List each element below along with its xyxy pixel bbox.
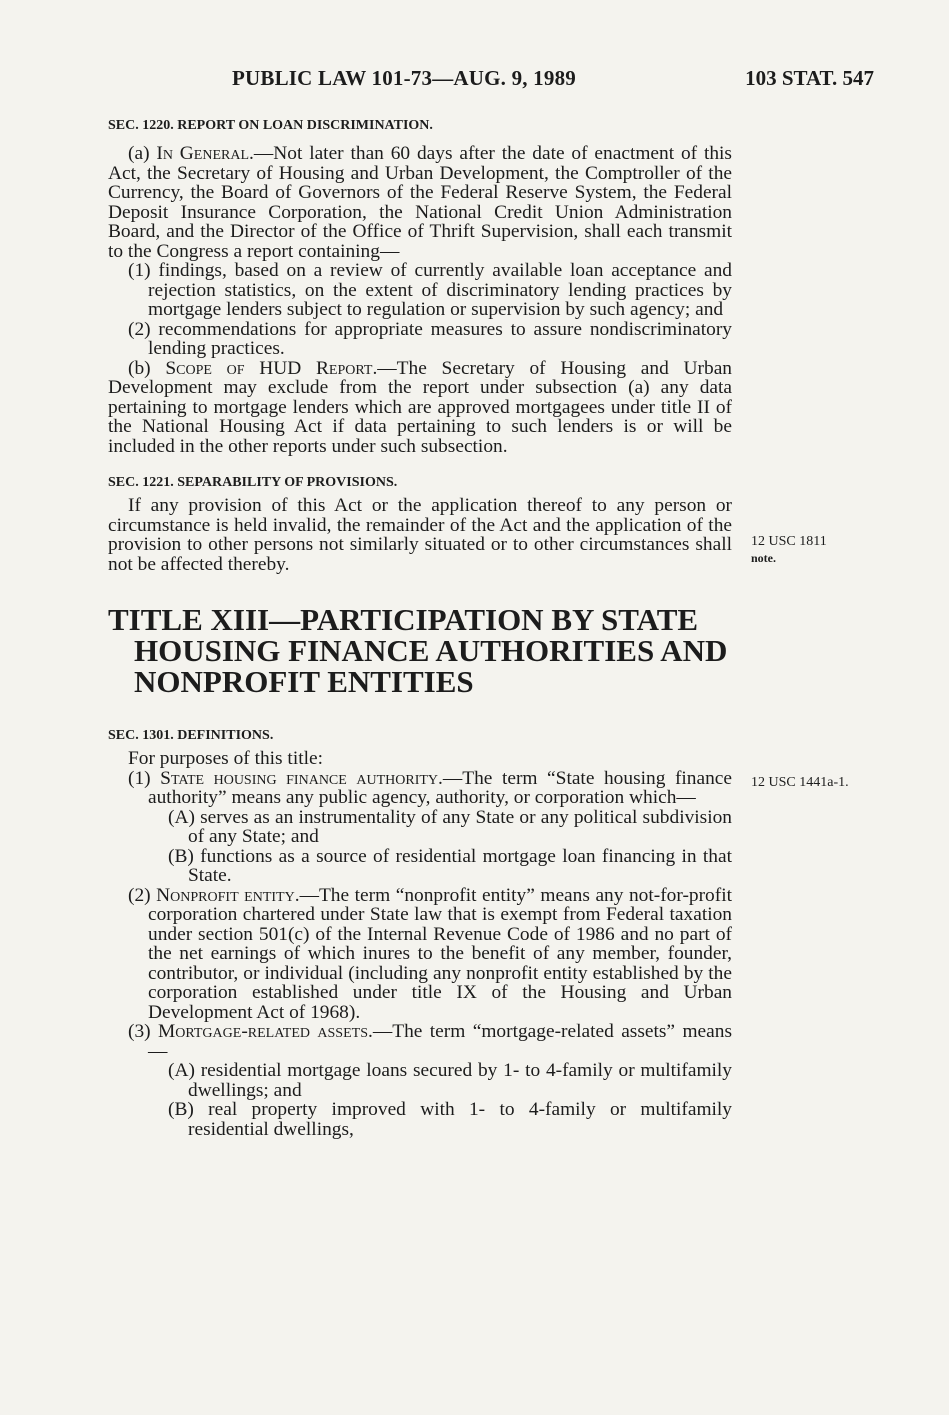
definition-3-label: (3): [128, 1021, 159, 1042]
sec-1220-item-1: (1) findings, based on a review of currently available loan acceptance and rejection statistics, on the extent of discriminatory lending practices by mortgage lenders subject to regulation or supervision by such agency; and: [128, 260, 732, 320]
definition-1: [108, 769, 732, 808]
margin-note-1221-text: 12 USC 1811: [751, 534, 827, 549]
subsection-b-caption: Scope of HUD Report: [165, 357, 373, 379]
sec-1221-text: If any provision of this Act or the application thereof to any person or circumstance is held invalid, the remainder of the Act and the application of the provision to other persons not similarly situated or to other circumstances shall not be affected thereby.: [108, 495, 732, 575]
page-citation: 103 STAT. 547: [745, 66, 874, 90]
subsection-a-text: .—Not later than 60 days after the date of enactment of this Act, the Secretary of Housing and Urban Development, the Comptroller of the Currency, the Board of Governors of the Federal Reserve System, the Federal Deposit Insurance Corporation, the National Credit Union Administration Board, and the Director of the Office of Thrift Supervision, shall each transmit to the Congress a report containing—: [108, 143, 732, 262]
header-title: PUBLIC LAW 101-73—AUG. 9, 1989: [232, 66, 576, 90]
definition-3: [108, 1022, 732, 1061]
title-line-2: HOUSING FINANCE AUTHORITIES AND: [134, 633, 728, 668]
running-header: [108, 66, 874, 96]
definition-2: [108, 886, 732, 1023]
definition-3-a: (A) residential mortgage loans secured by 1- to 4-family or multifamily dwellings; and: [168, 1060, 732, 1101]
sec-1301-heading: SEC. 1301. DEFINITIONS.: [108, 728, 274, 743]
definition-3-caption: Mortgage-related assets: [158, 1021, 368, 1042]
definition-3-text: .—The term “mortgage-related assets” means—: [148, 1021, 732, 1062]
margin-note-1221-sub: note.: [751, 551, 776, 565]
title-xiii-heading: [108, 604, 732, 697]
subsection-a-label: (a): [128, 143, 157, 164]
title-line-1: TITLE XIII—PARTICIPATION BY STATE: [108, 602, 699, 637]
sec-1301-intro: For purposes of this title:: [128, 748, 323, 769]
subsection-b-text: .—The Secretary of Housing and Urban Development may exclude from the report under subsection (a) any data pertaining to mortgage lenders which are approved mortgagees under title II of the National Housing Act if data pertaining to such lenders is or will be included in the other reports under such subsection.: [108, 357, 732, 457]
definition-1-a: (A) serves as an instrumentality of any State or any political subdivision of any State; and: [168, 806, 732, 847]
definition-1-text: .—The term “State housing finance authority” means any public agency, authority, or corporation which—: [148, 767, 732, 808]
sec-1220-heading: SEC. 1220. REPORT ON LOAN DISCRIMINATION.: [108, 118, 433, 133]
definition-1-caption: State housing finance authority: [160, 767, 439, 789]
document-body: [108, 117, 732, 1139]
sec-1220-subsection-a: [108, 144, 732, 261]
definition-2-text: .—The term “nonprofit entity” means any not-for-profit corporation chartered under State law that is exempt from Federal taxation under section 501(c) of the Internal Revenue Code of 1986 and no part of the net earnings of which inures to the benefit of any member, founder, contributor, or individual (including any nonprofit entity established by the corporation established under title IX of the Housing and Urban Development Act of 1968).: [148, 884, 732, 1023]
subsection-b-label: (b): [128, 357, 166, 379]
definition-1-label: (1): [128, 767, 161, 789]
definition-3-b: (B) real property improved with 1- to 4-family or multifamily residential dwellings,: [168, 1099, 732, 1140]
sec-1220-item-2: (2) recommendations for appropriate measures to assure nondiscriminatory lending practices.: [128, 318, 732, 359]
margin-note-1221: [751, 534, 827, 566]
sec-1221-heading: SEC. 1221. SEPARABILITY OF PROVISIONS.: [108, 475, 398, 490]
definition-1-b: (B) functions as a source of residential mortgage loan financing in that State.: [168, 845, 732, 886]
definition-2-caption: Nonprofit entity: [156, 884, 295, 906]
subsection-a-caption: In General: [156, 143, 250, 164]
definition-2-label: (2): [128, 884, 157, 906]
margin-note-1301-text: 12 USC 1441a-1.: [751, 775, 849, 790]
title-line-3: NONPROFIT ENTITIES: [134, 664, 474, 699]
margin-note-1301: [751, 775, 849, 791]
sec-1220-subsection-b: [108, 359, 732, 457]
